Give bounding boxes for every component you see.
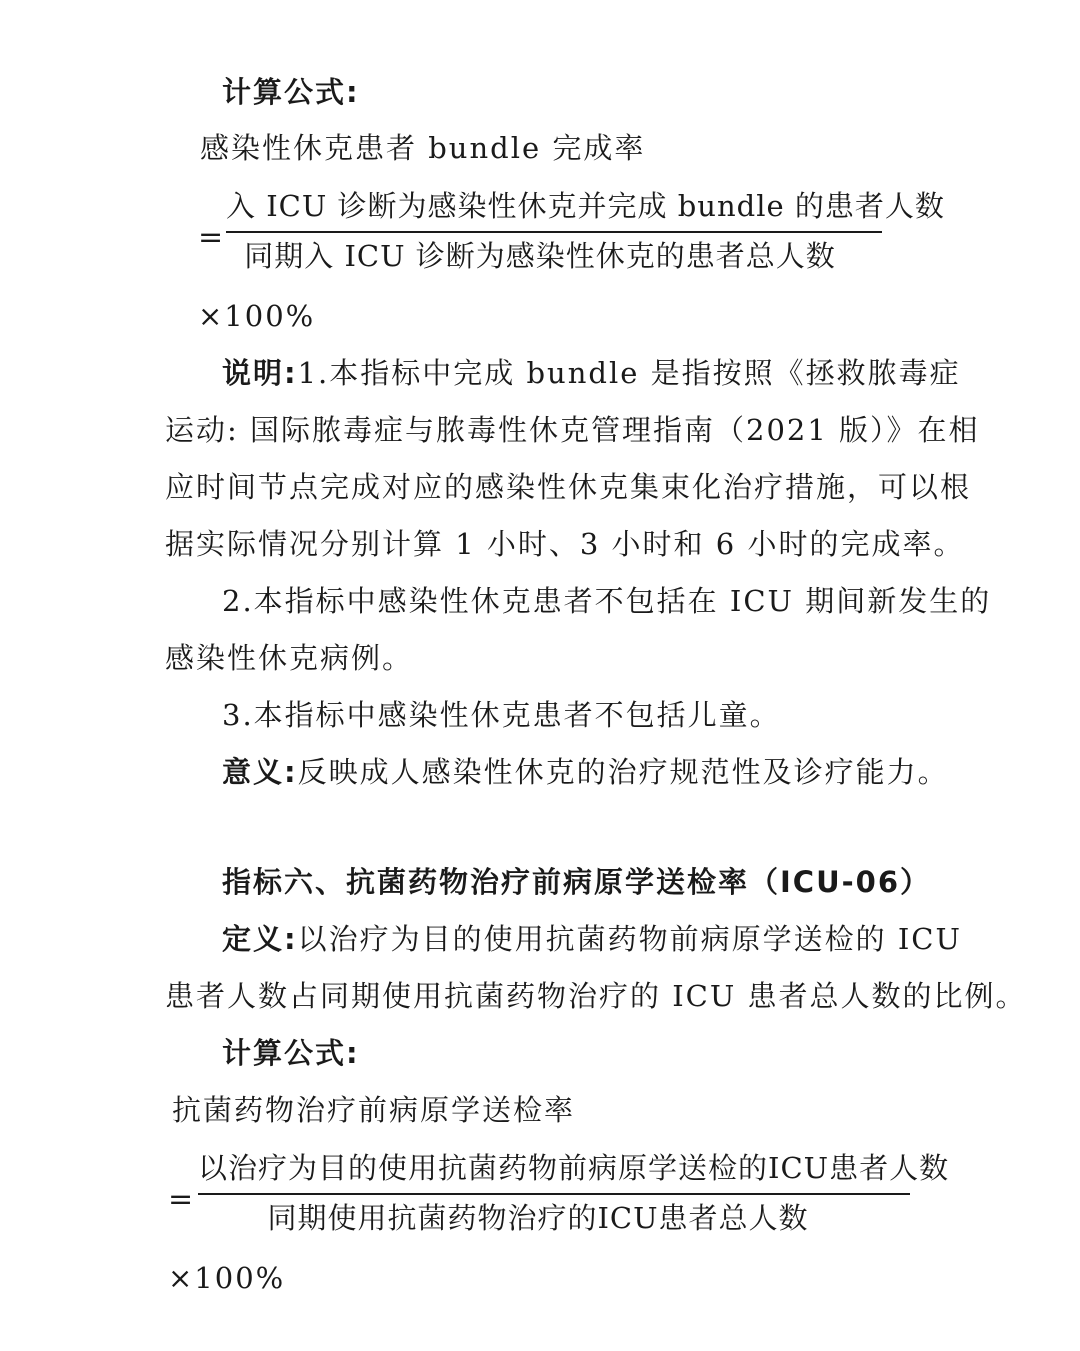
fraction-bar-1 bbox=[226, 231, 882, 233]
formula-name-2: 抗菌药物治疗前病原学送检率 bbox=[172, 1093, 576, 1127]
formula-denominator-2: 同期使用抗菌药物治疗的ICU患者总人数 bbox=[267, 1201, 809, 1235]
formula-heading-2: 计算公式: bbox=[222, 1036, 360, 1070]
fraction-bar-2 bbox=[198, 1193, 910, 1195]
formula-denominator-1: 同期入 ICU 诊断为感染性休克的患者总人数 bbox=[244, 239, 836, 273]
definition-line-1 bbox=[222, 921, 962, 957]
definition-label: 定义: bbox=[222, 922, 298, 956]
formula-numerator-2: 以治疗为目的使用抗菌药物前病原学送检的ICU患者人数 bbox=[198, 1151, 950, 1185]
formula-name-1: 感染性休克患者 bundle 完成率 bbox=[200, 131, 646, 165]
formula-fraction-2 bbox=[168, 1150, 950, 1250]
equals-sign: = bbox=[198, 220, 224, 255]
formula-fraction-1 bbox=[198, 188, 945, 288]
explanation-line-4: 据实际情况分别计算 1 小时、3 小时和 6 小时的完成率。 bbox=[165, 527, 965, 561]
note3-line: 3.本指标中感染性休克患者不包括儿童。 bbox=[222, 698, 781, 732]
significance-line bbox=[222, 754, 949, 790]
significance-label: 意义: bbox=[222, 755, 298, 789]
explanation-line-2: 运动: 国际脓毒症与脓毒性休克管理指南（2021 版）》在相 bbox=[165, 413, 980, 447]
definition-text: 以治疗为目的使用抗菌药物前病原学送检的 ICU bbox=[297, 922, 962, 956]
significance-text: 反映成人感染性休克的治疗规范性及诊疗能力。 bbox=[297, 755, 949, 789]
formula-heading-1: 计算公式: bbox=[222, 75, 360, 109]
multiplier-1: ×100% bbox=[198, 299, 316, 333]
definition-line-2: 患者人数占同期使用抗菌药物治疗的 ICU 患者总人数的比例。 bbox=[165, 979, 1027, 1013]
explanation-text: 1.本指标中完成 bundle 是指按照《拯救脓毒症 bbox=[297, 356, 961, 390]
explanation-line-1 bbox=[222, 355, 961, 391]
explanation-line-3: 应时间节点完成对应的感染性休克集束化治疗措施，可以根 bbox=[165, 470, 972, 504]
equals-sign: = bbox=[168, 1182, 194, 1217]
section-title-icu06: 指标六、抗菌药物治疗前病原学送检率（ICU-06） bbox=[222, 865, 932, 899]
note2-line-1: 2.本指标中感染性休克患者不包括在 ICU 期间新发生的 bbox=[222, 584, 992, 618]
multiplier-2: ×100% bbox=[168, 1261, 286, 1295]
explanation-label: 说明: bbox=[222, 356, 298, 390]
note2-line-2: 感染性休克病例。 bbox=[165, 641, 414, 675]
formula-numerator-1: 入 ICU 诊断为感染性休克并完成 bundle 的患者人数 bbox=[226, 189, 945, 223]
